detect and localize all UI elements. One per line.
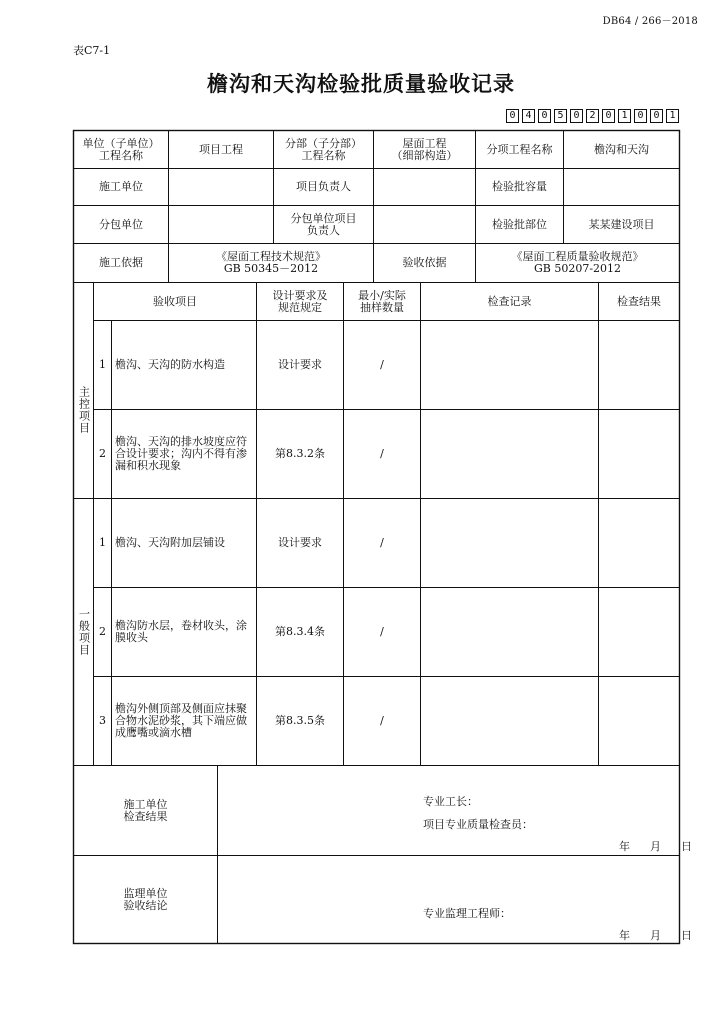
column-header-record: 检查记录 — [487, 294, 532, 308]
supervisor-conclusion-label: 监理单位 验收结论 — [123, 886, 168, 912]
contractor-date[interactable] — [619, 838, 692, 854]
general-item-3-design: 第8.3.5条 — [275, 714, 325, 727]
supervisor-date[interactable] — [619, 927, 692, 943]
general-item-2-design: 第8.3.4条 — [275, 625, 325, 638]
subcontractor-value[interactable] — [169, 206, 273, 243]
general-item-3-result[interactable] — [599, 677, 679, 765]
batch-capacity-label: 检验批容量 — [492, 180, 547, 193]
project-manager-value[interactable] — [374, 169, 475, 205]
supervising-engineer-signature-label: 专业监理工程师： — [423, 907, 511, 920]
batch-location-value[interactable]: 某某建设项目 — [588, 217, 655, 231]
main-item-2-result[interactable] — [599, 410, 679, 498]
general-item-1-record[interactable] — [421, 499, 598, 587]
main-item-1-text: 檐沟、天沟的防水构造 — [115, 358, 225, 371]
subdivision-name-label: 分部（子分部） 工程名称 — [285, 136, 362, 162]
main-item-1-result[interactable] — [599, 321, 679, 409]
general-item-1-result[interactable] — [599, 499, 679, 587]
serial-digit-box: 1 — [618, 109, 631, 123]
general-item-3-number: 3 — [99, 714, 106, 727]
general-item-2-record[interactable] — [421, 588, 598, 676]
contractor-date-year: 年 — [619, 840, 630, 853]
column-header-design: 设计要求及 规范规定 — [272, 288, 328, 314]
acceptance-basis-label: 验收依据 — [402, 256, 447, 269]
main-item-2-record[interactable] — [421, 410, 598, 498]
construction-basis-value[interactable]: 《屋面工程技术规范》 GB 50345－2012 — [216, 250, 326, 275]
batch-capacity-value[interactable] — [564, 169, 679, 205]
serial-digit-box: 2 — [586, 109, 599, 123]
general-item-2-number: 2 — [99, 625, 106, 638]
subcontractor-label: 分包单位 — [99, 217, 143, 231]
main-group-label: 主控项目 — [77, 385, 91, 434]
serial-digit-box: 1 — [666, 109, 679, 123]
serial-digit-box: 0 — [650, 109, 663, 123]
supervisor-date-month: 月 — [650, 929, 661, 942]
form-number: 表C7-1 — [73, 44, 111, 57]
item-name-value[interactable]: 檐沟和天沟 — [594, 142, 649, 156]
general-item-2-text: 檐沟防水层，卷材收头，涂膜收头 — [115, 619, 247, 644]
general-item-1-number: 1 — [99, 536, 106, 549]
general-group-label: 一般项目 — [77, 608, 91, 656]
item-name-label: 分项工程名称 — [486, 142, 553, 156]
general-item-1-text: 檐沟、天沟附加层铺设 — [115, 536, 225, 549]
column-header-item: 验收项目 — [153, 294, 197, 308]
column-header-sample: 最小/实际 抽样数量 — [358, 288, 406, 314]
contractor-check-label: 施工单位 检查结果 — [123, 797, 168, 823]
serial-digit-box: 4 — [522, 109, 535, 123]
contractor-value[interactable] — [169, 169, 273, 205]
general-item-1-sample[interactable]: / — [380, 536, 384, 549]
general-item-3-sample[interactable]: / — [380, 714, 384, 727]
main-item-1-number: 1 — [99, 358, 106, 371]
general-item-2-sample[interactable]: / — [380, 625, 384, 638]
serial-digit-box: 0 — [634, 109, 647, 123]
unit-project-name-label: 单位（子单位） 工程名称 — [82, 136, 160, 162]
foreman-signature-label: 专业工长： — [423, 795, 478, 808]
qc-inspector-signature-label: 项目专业质量检查员： — [423, 818, 533, 831]
serial-digit-box: 0 — [570, 109, 583, 123]
project-manager-label: 项目负责人 — [296, 180, 351, 193]
contractor-date-day: 日 — [681, 840, 692, 853]
standard-code: DB64 / 266－2018 — [602, 16, 698, 27]
serial-digit-box: 5 — [554, 109, 567, 123]
contractor-date-month: 月 — [650, 840, 661, 853]
sub-project-manager-label: 分包单位项目 负责人 — [290, 211, 357, 237]
acceptance-basis-value[interactable]: 《屋面工程质量验收规范》 GB 50207-2012 — [511, 250, 644, 275]
contractor-label: 施工单位 — [99, 180, 143, 193]
serial-digit-box: 0 — [602, 109, 615, 123]
main-group-cell — [74, 321, 93, 498]
serial-digit-box: 0 — [506, 109, 519, 123]
general-group-cell — [74, 499, 93, 765]
supervisor-date-day: 日 — [681, 929, 692, 942]
subdivision-name-value[interactable]: 屋面工程 （细部构造） — [391, 136, 458, 162]
general-item-3-text: 檐沟外侧顶部及侧面应抹聚合物水泥砂浆，其下端应做成鹰嘴或滴水槽 — [115, 702, 247, 739]
batch-location-label: 检验批部位 — [492, 217, 547, 231]
general-item-1-design: 设计要求 — [278, 536, 322, 549]
main-item-2-number: 2 — [99, 447, 106, 460]
main-item-2-text: 檐沟、天沟的排水坡度应符合设计要求；沟内不得有渗漏和积水现象 — [115, 435, 247, 472]
main-item-1-design: 设计要求 — [278, 358, 322, 371]
page-title: 檐沟和天沟检验批质量验收记录 — [207, 72, 515, 96]
column-header-result: 检查结果 — [617, 294, 661, 308]
unit-project-name-value[interactable]: 项目工程 — [199, 142, 243, 156]
main-item-1-sample[interactable]: / — [380, 358, 384, 371]
sub-project-manager-value[interactable] — [374, 206, 475, 243]
construction-basis-label: 施工依据 — [99, 256, 143, 269]
general-item-2-result[interactable] — [599, 588, 679, 676]
supervisor-date-year: 年 — [619, 929, 630, 942]
general-item-3-record[interactable] — [421, 677, 598, 765]
main-item-2-design: 第8.3.2条 — [275, 447, 325, 460]
main-item-1-record[interactable] — [421, 321, 598, 409]
serial-digit-box: 0 — [538, 109, 551, 123]
main-item-2-sample[interactable]: / — [380, 447, 384, 460]
